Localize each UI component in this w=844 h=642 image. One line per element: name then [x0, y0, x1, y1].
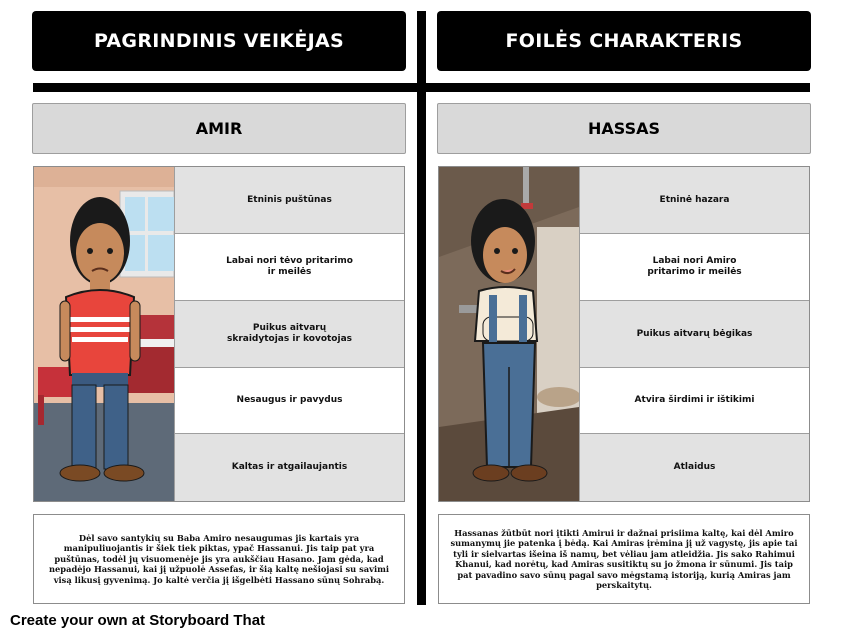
footer-credit-link[interactable]: Create your own at Storyboard That [10, 612, 266, 629]
hassan-description: Hassanas žūtbūt nori įtikti Amirui ir dažnai prisiima kaltę, kai dėl Amiro sumanymų jie patenka į bėdą. Kai Amiras įrėmina jį už vagystę, jis apie tai tyli ir sielvartas išeina iš namų, bet vėliau jam atleidžia. Jis sako Rahimui Khanui, kad norėtų, kad Amiras susitiktų su jo žmona ir sūnumi. Jis taip pat pavadino savo sūnų pagal savo mėgstamą istoriją, kurią Amiras jam perskaitytų. [438, 514, 810, 604]
trait-item: Labai nori tėvo pritarimo ir meilės [174, 234, 404, 301]
trait-item: Etninė hazara [579, 167, 809, 234]
amir-panel [33, 166, 405, 502]
trait-item: Atlaidus [579, 434, 809, 501]
amir-traits-list [174, 167, 404, 501]
trait-item: Nesaugus ir pavydus [174, 368, 404, 434]
foil-character-header: FOILĖS CHARAKTERIS [437, 11, 811, 71]
trait-item: Kaltas ir atgailaujantis [174, 434, 404, 501]
trait-item: Atvira širdimi ir ištikimi [579, 368, 809, 434]
amir-description: Dėl savo santykių su Baba Amiro nesaugumas jis kartais yra manipuliuojantis ir šiek tiek piktas, ypač Hassanui. Jis taip pat yra puštūnas, todėl jų visuomenėje jis yra aukščiau Hasano. Jam gėda, kad nepadėjo Hassanui, kai jį užpuolė Assefas, ir šią kaltę nešiojasi su savimi visą likusį gyvenimą. Jo kaltė verčia jį išgelbėti Hassano sūnų Sohrabą. [33, 514, 405, 604]
horizontal-divider [33, 83, 810, 92]
hassan-traits-list [579, 167, 809, 501]
trait-item: Etninis puštūnas [174, 167, 404, 234]
hassan-scene-illustration [439, 167, 579, 501]
hassan-panel [438, 166, 810, 502]
vertical-divider [417, 11, 426, 605]
trait-item: Labai nori Amiro pritarimo ir meilės [579, 234, 809, 301]
trait-item: Puikus aitvarų bėgikas [579, 301, 809, 368]
amir-name-box: AMIR [32, 103, 406, 154]
hassan-name-box: HASSAS [437, 103, 811, 154]
trait-item: Puikus aitvarų skraidytojas ir kovotojas [174, 301, 404, 368]
main-character-header: PAGRINDINIS VEIKĖJAS [32, 11, 406, 71]
amir-scene-illustration [34, 167, 174, 501]
